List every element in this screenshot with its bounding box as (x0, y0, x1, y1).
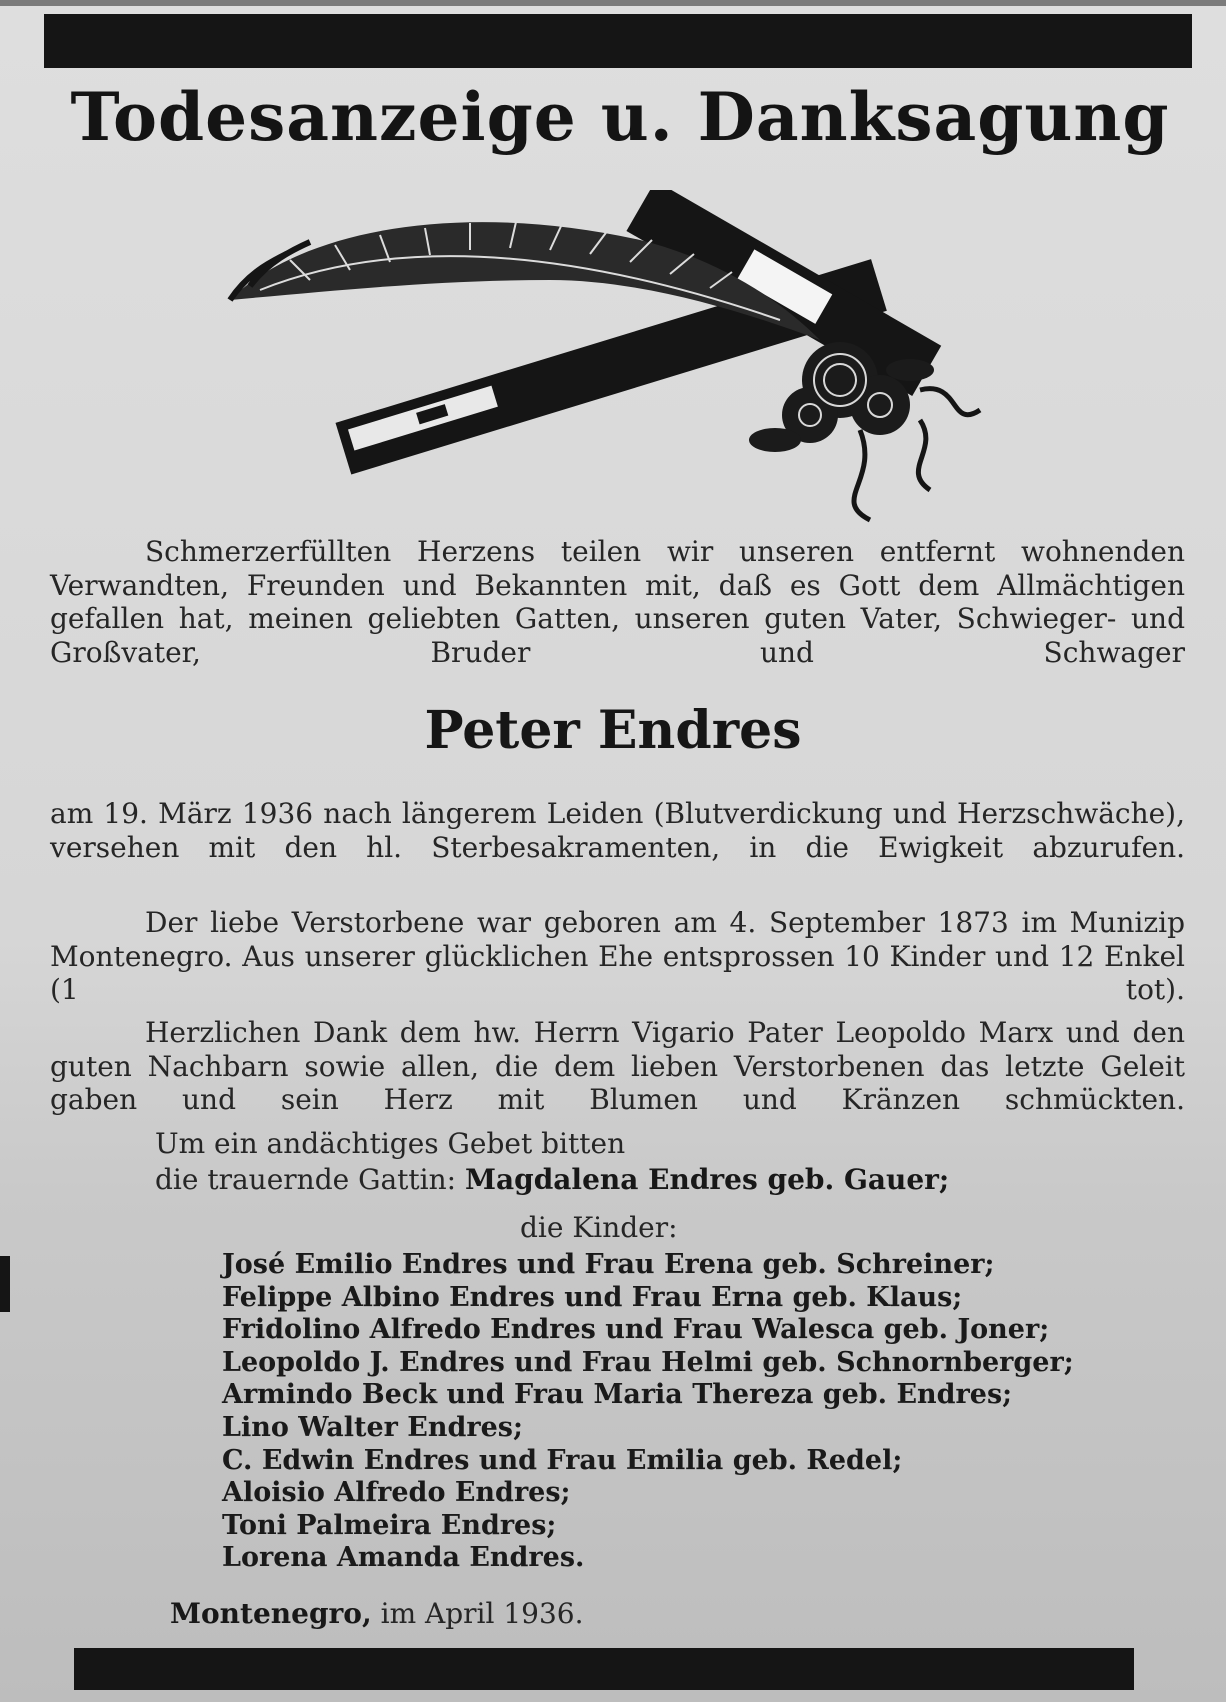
list-item: Fridolino Alfredo Endres und Frau Walesca geb. Joner; (222, 1314, 1050, 1346)
prayer-request: Um ein andächtiges Gebet bitten (155, 1127, 626, 1160)
list-item: José Emilio Endres und Frau Erena geb. Schreiner; (222, 1249, 995, 1280)
signature-line (170, 1597, 584, 1630)
children-heading: die Kinder: (520, 1211, 678, 1244)
date: im April 1936. (380, 1597, 584, 1630)
cross-with-palm-frond-and-flowers-icon (220, 190, 1040, 530)
list-item: Lino Walter Endres; (222, 1411, 523, 1443)
deceased-name: Peter Endres (424, 700, 802, 761)
opening-paragraph: Schmerzerfüllten Herzens teilen wir unseren entfernt wohnenden Verwandten, Freunden und Bekannten mit, daß es Gott dem Allmächtigen gefallen hat, meinen geliebten Gatten, unseren guten Vater, Schwieger- und Großvater, Bruder und Schwager (50, 535, 1185, 669)
list-item: Armindo Beck und Frau Maria Thereza geb. Endres; (222, 1379, 1013, 1411)
list-item: Leopoldo J. Endres und Frau Helmi geb. Schnornberger; (222, 1346, 1074, 1378)
list-item: Lorena Amanda Endres. (222, 1542, 585, 1574)
list-item: C. Edwin Endres und Frau Emilia geb. Redel; (222, 1444, 903, 1476)
headline: Todesanzeige u. Danksagung (70, 78, 1170, 156)
birth-paragraph: Der liebe Verstorbene war geboren am 4. September 1873 im Munizip Montenegro. Aus unserer glücklichen Ehe entsprossen 10 Kinder und 12 Enkel (1 tot). (50, 906, 1185, 1006)
widow-line (155, 1163, 949, 1196)
widow-prefix: die trauernde Gattin: (155, 1163, 457, 1196)
margin-mark (0, 1256, 10, 1312)
widow-name: Magdalena Endres geb. Gauer; (465, 1163, 950, 1196)
bottom-rule (74, 1648, 1134, 1690)
list-item: Aloisio Alfredo Endres; (222, 1477, 571, 1509)
top-rule (44, 14, 1192, 68)
children-list (222, 1249, 1074, 1575)
page-edge (0, 0, 1226, 6)
thanks-paragraph: Herzlichen Dank dem hw. Herrn Vigario Pater Leopoldo Marx und den guten Nachbarn sowie allen, die dem lieben Verstorbenen das letzte Geleit gaben und sein Herz mit Blumen und Kränzen schmückten. (50, 1016, 1185, 1116)
list-item: Felippe Albino Endres und Frau Erna geb. Klaus; (222, 1281, 963, 1313)
death-paragraph: am 19. März 1936 nach längerem Leiden (Blutverdickung und Herzschwäche), versehen mit den hl. Sterbesakramenten, in die Ewigkeit abzurufen. (50, 797, 1185, 864)
list-item: Toni Palmeira Endres; (222, 1509, 557, 1541)
place: Montenegro, (170, 1597, 372, 1630)
